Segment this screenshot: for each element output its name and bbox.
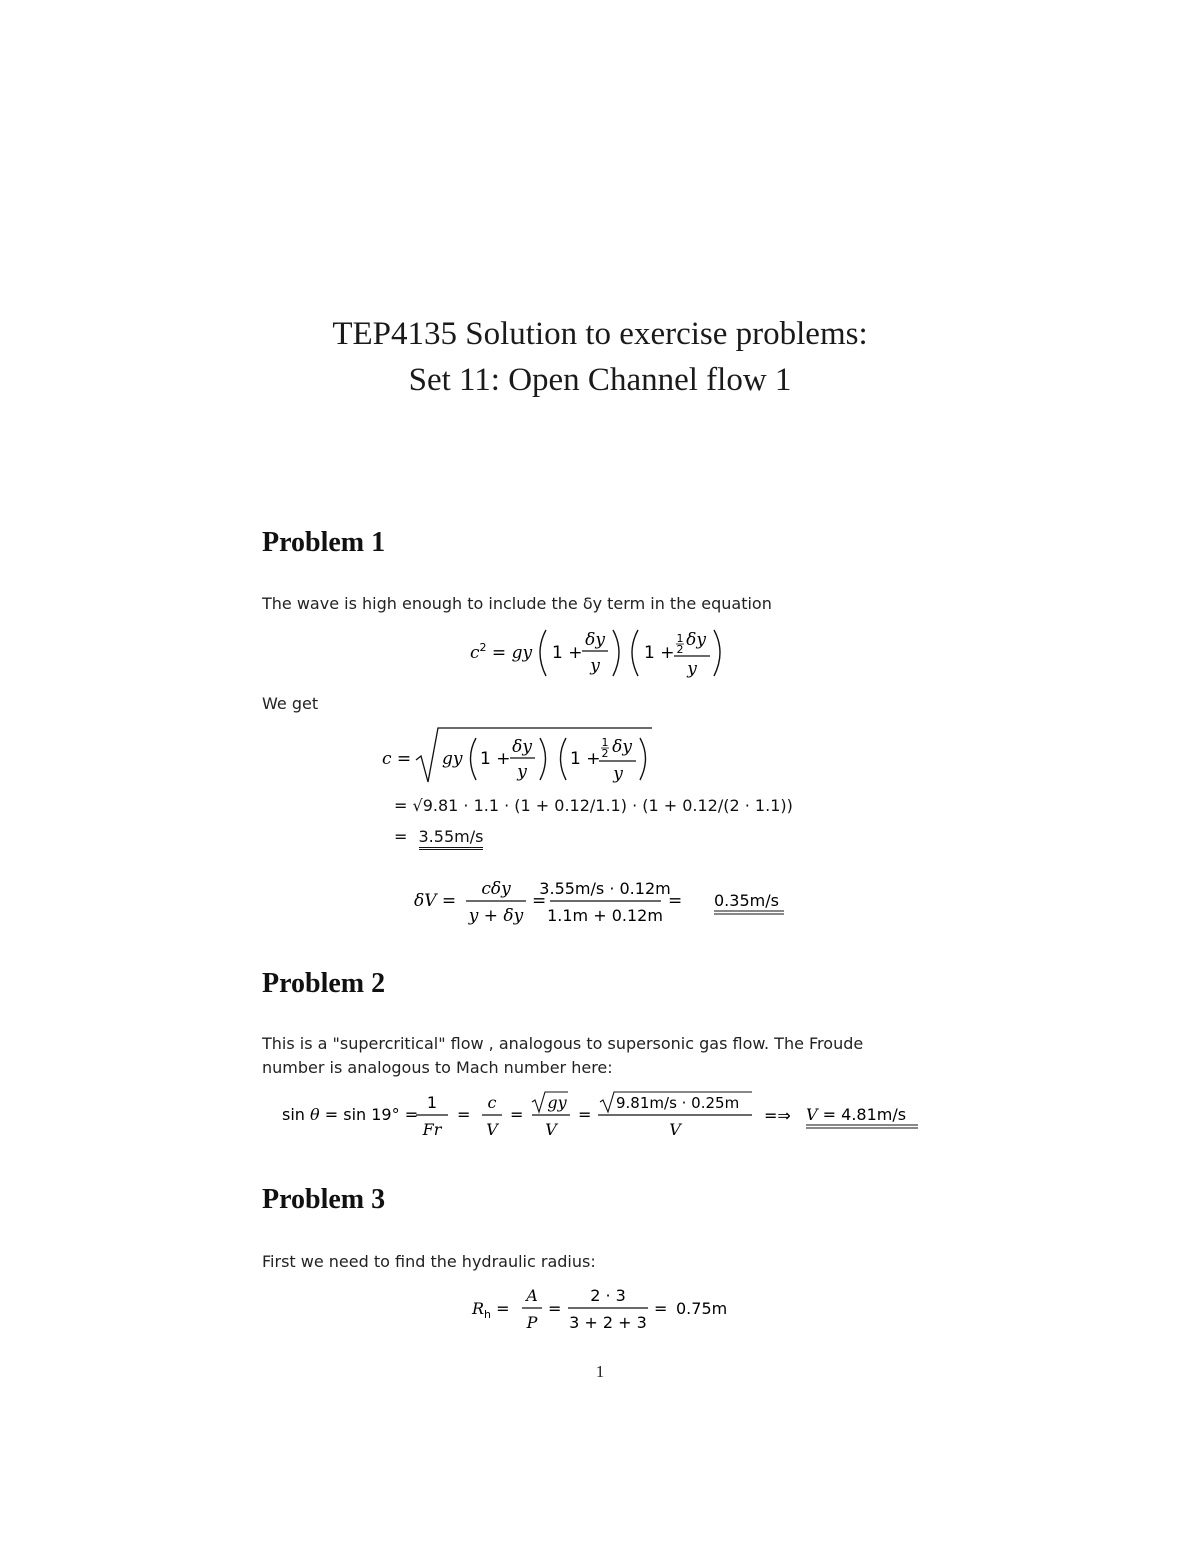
eq2-half-num: 1 — [601, 736, 609, 749]
equation-svg — [470, 620, 740, 684]
p2-f4-num: 9.81m/s · 0.25m — [616, 1094, 740, 1112]
eq2-paren-r2 — [640, 738, 646, 780]
problem1-intro: The wave is high enough to include the δy term in the equation — [262, 594, 772, 613]
eq3-result: 0.35m/s — [714, 891, 779, 910]
problem1-equation-c — [380, 724, 840, 864]
eq1-frac-den: y — [590, 656, 600, 676]
p3-f2-den: 3 + 2 + 3 — [569, 1313, 647, 1332]
eq2-result: 3.55m/s — [419, 827, 484, 850]
p3-eq2: = — [654, 1299, 668, 1318]
p2-f2-den: V — [486, 1120, 498, 1139]
problem2-heading: Problem 2 — [262, 968, 386, 999]
p3-eq1: = — [548, 1299, 562, 1318]
problem2-equation — [282, 1090, 932, 1146]
eq1-lhs: $c^2$ = gy — [470, 641, 533, 663]
eq3-num1: cδy — [481, 879, 511, 899]
eq1-frac2-num: δy — [686, 630, 706, 650]
eq1-one-plus-2: 1 + — [644, 643, 675, 663]
eq3-lhs: δV = — [414, 891, 457, 911]
eq2-paren-r1 — [540, 738, 546, 780]
p2-eq2: = — [510, 1105, 524, 1124]
eq1-frac2-den: y — [687, 659, 697, 679]
eq2-line3-eq: = — [394, 827, 408, 846]
problem3-intro: First we need to find the hydraulic radius: — [262, 1252, 596, 1271]
p2-result: V = 4.81m/s — [806, 1105, 907, 1124]
eq1-paren-right-2 — [714, 630, 720, 676]
p3-lhs: $R_h$ = — [472, 1299, 510, 1321]
p2-f3-den: V — [545, 1120, 557, 1139]
p3-f1-num: A — [526, 1286, 538, 1305]
problem1-equation-wave-speed — [470, 620, 740, 684]
eq2-lhs: c = — [382, 749, 412, 769]
eq3-den2: 1.1m + 0.12m — [547, 906, 663, 925]
p2-implies: =⇒ — [764, 1106, 791, 1125]
p2-f1-den: Fr — [422, 1120, 442, 1139]
eq2-one-plus: 1 + — [480, 749, 511, 769]
p2-eq3: = — [578, 1105, 592, 1124]
eq3-eq: = — [532, 891, 547, 911]
eq3-num2: 3.55m/s · 0.12m — [539, 879, 671, 898]
p2-f2-num: c — [487, 1093, 497, 1112]
problem3-equation — [472, 1282, 742, 1338]
eq2-one-plus-2: 1 + — [570, 749, 601, 769]
p3-f1-den: P — [526, 1313, 538, 1332]
eq1-one-plus: 1 + — [552, 643, 583, 663]
document-title-line1: TEP4135 Solution to exercise problems: — [332, 316, 868, 352]
p2-f1-num: 1 — [426, 1093, 438, 1112]
p2-eq1: = — [457, 1105, 471, 1124]
eq1-paren-left-2 — [632, 630, 638, 676]
eq2-gy: gy — [442, 749, 463, 769]
p3-result: 0.75m — [676, 1299, 728, 1318]
p3-f2-num: 2 · 3 — [590, 1286, 626, 1305]
eq1-frac-num: δy — [585, 630, 605, 650]
eq1-paren-left-1 — [540, 630, 546, 676]
eq2-paren-l2 — [561, 738, 567, 780]
eq1-half-den: 2 — [676, 643, 684, 656]
eq2-paren-l1 — [471, 738, 477, 780]
eq2-frac2-num: δy — [612, 737, 632, 757]
problem3-eq-svg — [472, 1282, 742, 1338]
eq1-paren-right-1 — [613, 630, 619, 676]
p2-f4-den: V — [669, 1120, 681, 1139]
eq2-line3 — [394, 827, 483, 850]
problem3-heading: Problem 3 — [262, 1184, 386, 1215]
problem2-intro-line2: number is analogous to Mach number here: — [262, 1058, 613, 1077]
p2-lhs: sin θ = sin 19° = — [282, 1105, 419, 1124]
problem1-equation-dV — [414, 874, 804, 934]
problem2-intro-line1: This is a "supercritical" flow , analogous to supersonic gas flow. The Froude — [262, 1034, 864, 1053]
eq2-half-den: 2 — [601, 747, 609, 760]
eq2-frac-den: y — [517, 762, 527, 782]
page-number: 1 — [595, 1362, 605, 1381]
problem1-heading: Problem 1 — [262, 527, 386, 558]
problem2-eq-svg — [282, 1090, 932, 1146]
p2-f3-num: gy — [547, 1093, 567, 1112]
eq3-eq2: = — [668, 891, 683, 911]
eq2-frac2-den: y — [613, 764, 623, 784]
eq2-line2: = √9.81 · 1.1 · (1 + 0.12/1.1) · (1 + 0.12/(2 · 1.1)) — [394, 796, 793, 815]
eq1-half-num: 1 — [676, 632, 684, 645]
equation-dV-svg — [414, 874, 804, 934]
eq3-den1: y + δy — [468, 906, 524, 926]
eq2-frac-num: δy — [512, 737, 532, 757]
problem1-we-get: We get — [262, 694, 319, 713]
document-title-line2: Set 11: Open Channel flow 1 — [408, 362, 792, 398]
